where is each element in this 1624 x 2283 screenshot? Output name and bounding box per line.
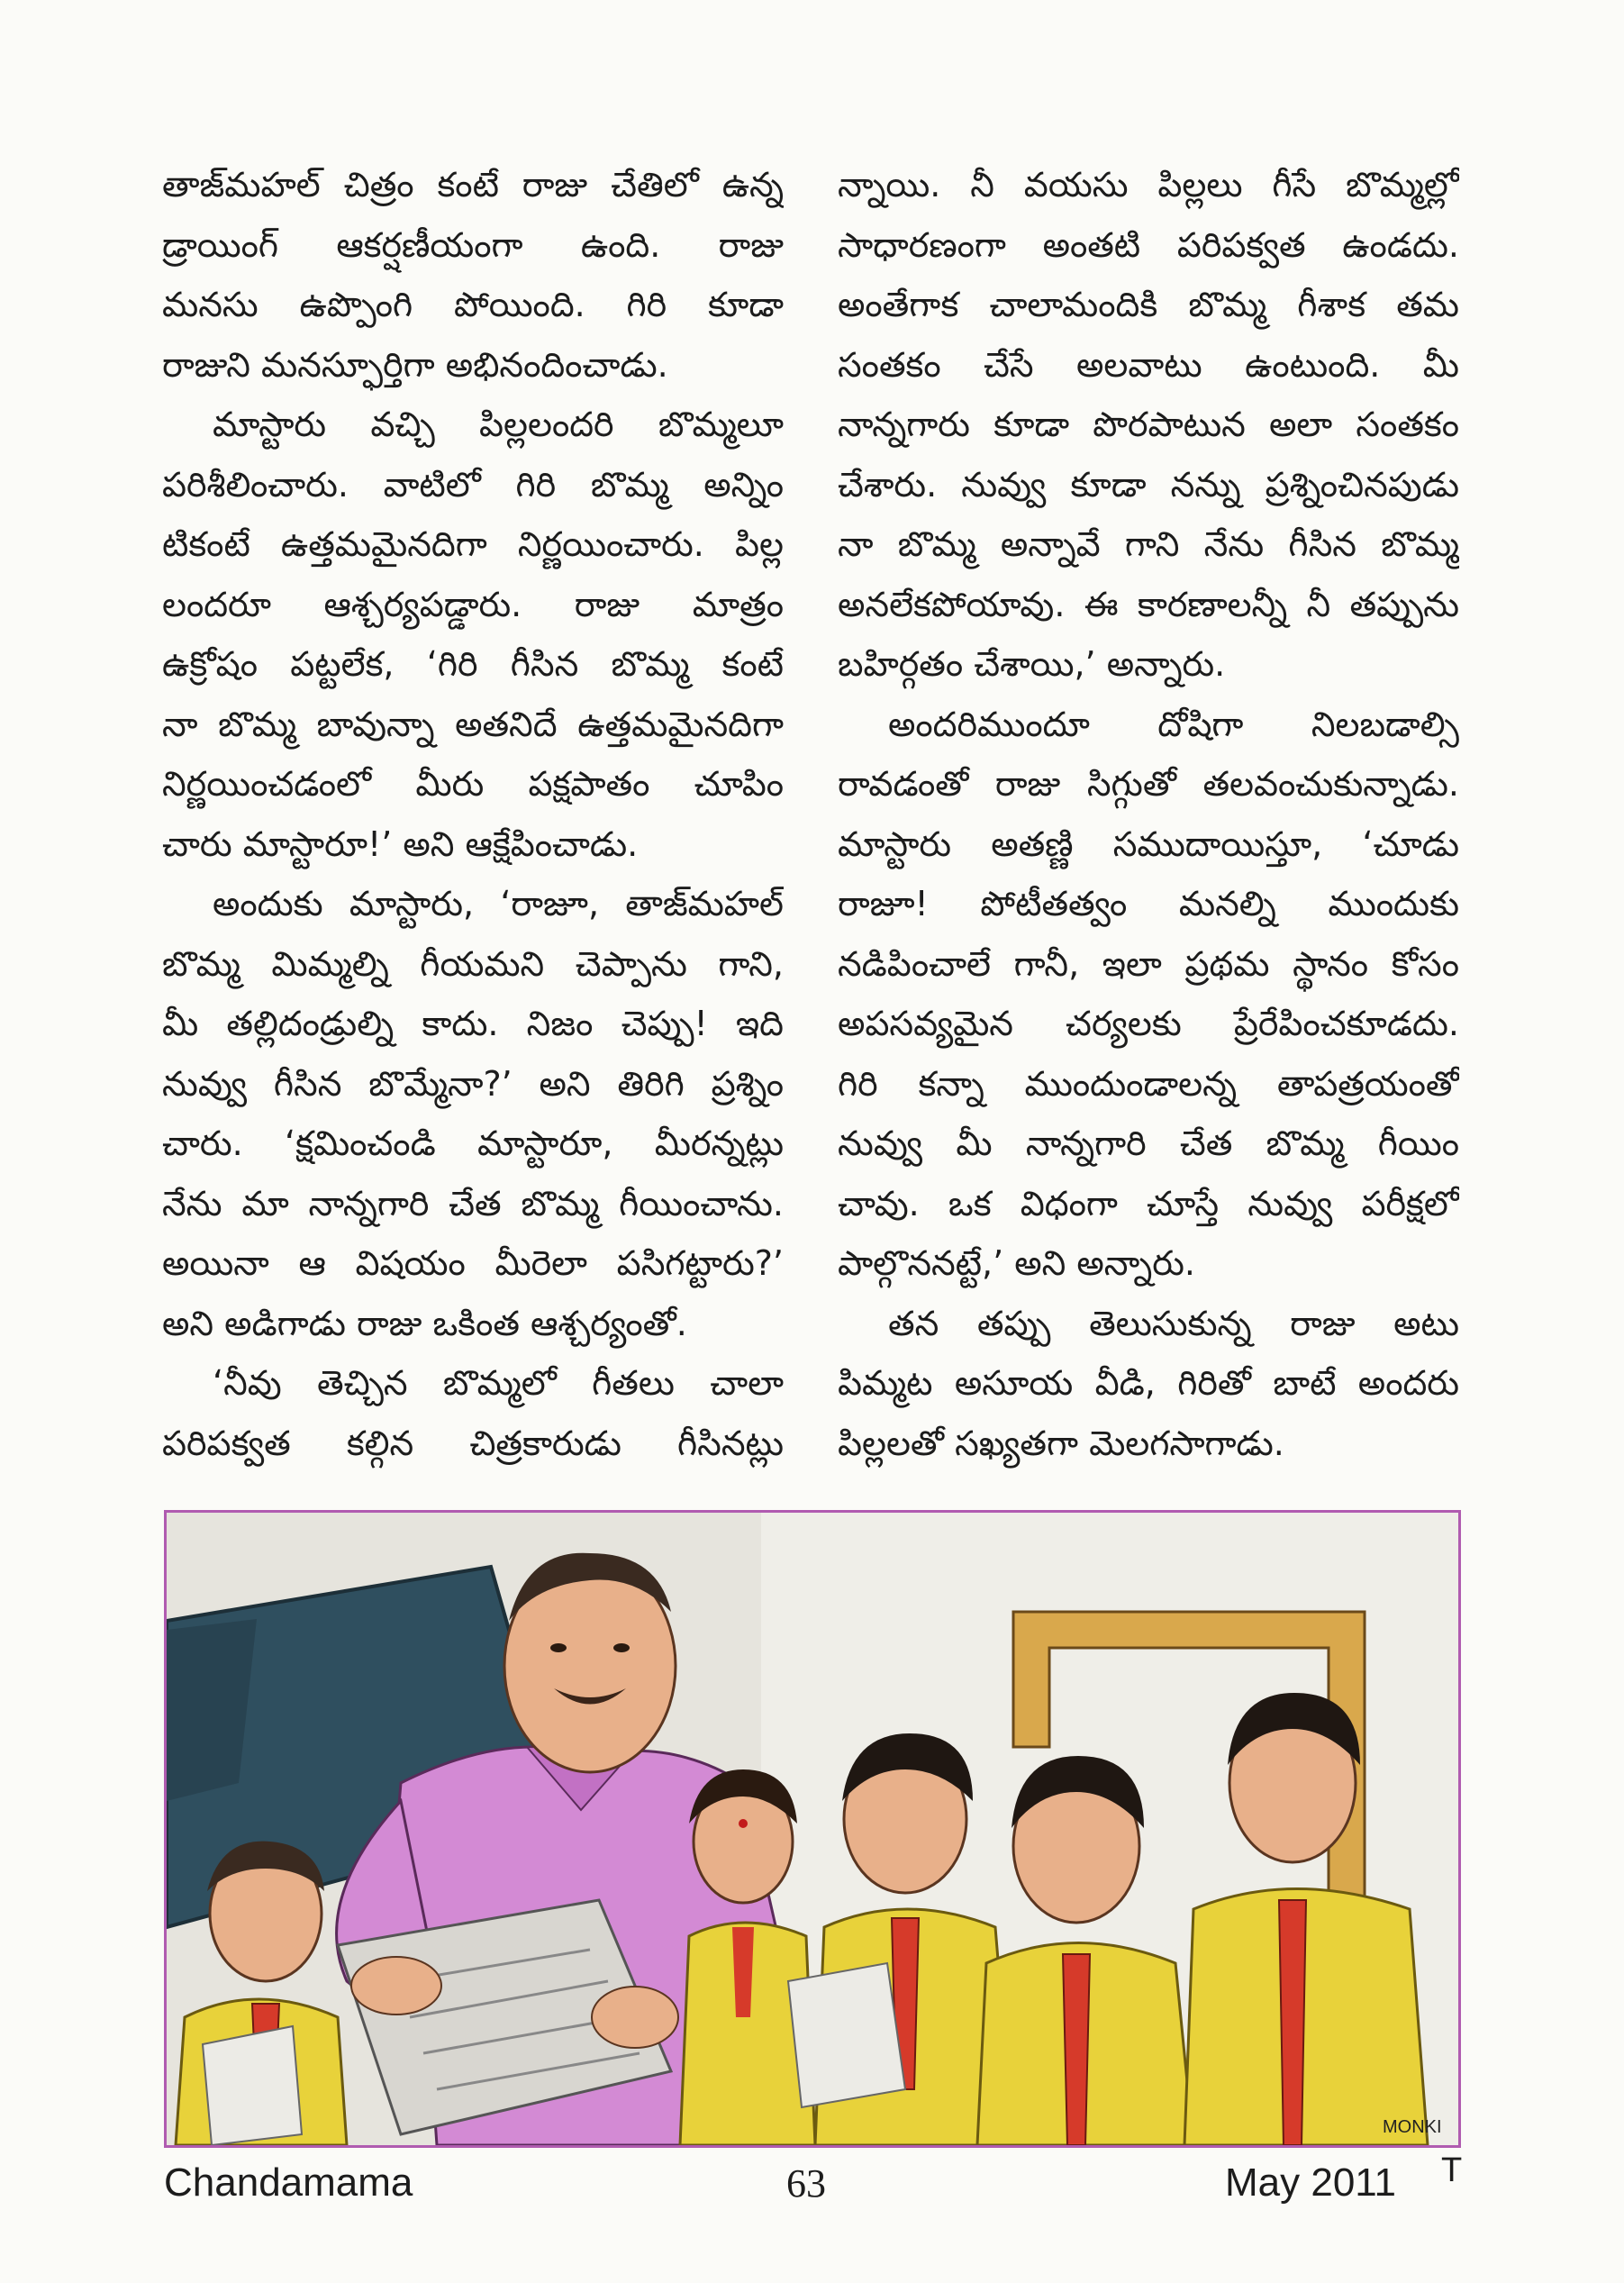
text-line: నువ్వు గీసిన బొమ్మేనా?’ అని తిరిగి ప్రశ్నిం: [162, 1063, 784, 1104]
text-line: అందుకు మాస్టారు, ‘రాజూ, తాజ్‌మహల్: [213, 884, 784, 923]
text-line: నా బొమ్మ బావున్నా అతనిదే ఉత్తమమైనదిగా: [162, 704, 784, 744]
text-line: ‘నీవు తెచ్చిన బొమ్మలో గీతలు చాలా: [213, 1363, 784, 1403]
text-line: మనసు ఉప్పొంగి పోయింది. గిరి కూడా: [162, 285, 784, 324]
text-line: మీ తల్లిదండ్రుల్ని కాదు. నిజం చెప్పు! ఇది: [162, 1004, 784, 1043]
text-line: చేశారు. నువ్వు కూడా నన్ను ప్రశ్నించినపుడు: [838, 464, 1459, 505]
text-line: చారు. ‘క్షమించండి మాస్టారూ, మీరన్నట్లు: [162, 1123, 784, 1163]
text-line: నువ్వు మీ నాన్నగారి చేత బొమ్మ గీయిం: [838, 1123, 1459, 1163]
text-line: నిర్ణయించడంలో మీరు పక్షపాతం చూపిం: [162, 764, 784, 804]
text-line: బహిర్గతం చేశాయి,’ అన్నారు.: [838, 644, 1226, 684]
page-number: 63: [786, 2161, 826, 2206]
text-line: డ్రాయింగ్ ఆకర్షణీయంగా ఉంది. రాజు: [162, 224, 784, 265]
text-line: చావు. ఒక విధంగా చూస్తే నువ్వు పరీక్షలో: [838, 1183, 1459, 1223]
text-line: అందరిముందూ దోషిగా నిలబడాల్సి: [888, 704, 1459, 744]
text-line: సాధారణంగా అంతటి పరిపక్వత ఉండదు.: [838, 224, 1459, 265]
text-line: పిమ్మట అసూయ వీడి, గిరితో బాటే అందరు: [838, 1363, 1459, 1403]
text-line: రాజూ! పోటీతత్వం మనల్ని ముందుకు: [838, 884, 1459, 923]
edition-mark: T: [1441, 2151, 1463, 2189]
text-line: తాజ్‌మహల్ చిత్రం కంటే రాజు చేతిలో ఉన్న: [162, 165, 784, 205]
text-line: తన తప్పు తెలుసుకున్న రాజు అటు: [888, 1303, 1459, 1343]
text-line: న్నాయి. నీ వయసు పిల్లలు గీసే బొమ్మల్లో: [838, 165, 1459, 205]
text-line: సంతకం చేసే అలవాటు ఉంటుంది. మీ: [838, 344, 1459, 385]
text-line: రాజుని మనస్ఫూర్తిగా అభినందించాడు.: [162, 344, 668, 385]
text-line: చారు మాస్టారూ!’ అని ఆక్షేపించాడు.: [162, 823, 639, 864]
text-line: లందరూ ఆశ్చర్యపడ్డారు. రాజు మాత్రం: [162, 584, 784, 624]
text-line: నా బొమ్మ అన్నావే గాని నేను గీసిన బొమ్మ: [838, 524, 1459, 564]
text-line: అయినా ఆ విషయం మీరెలా పసిగట్టారు?’: [162, 1243, 784, 1283]
left-text-column: [162, 155, 784, 1473]
text-line: పరిశీలించారు. వాటిలో గిరి బొమ్మ అన్నిం: [162, 464, 784, 505]
text-line: అని అడిగాడు రాజు ఒకింత ఆశ్చర్యంతో.: [162, 1303, 687, 1343]
text-line: గిరి కన్నా ముందుండాలన్న తాపత్రయంతో: [838, 1063, 1459, 1104]
text-line: టికంటే ఉత్తమమైనదిగా నిర్ణయించారు. పిల్ల: [162, 524, 784, 564]
magazine-name: Chandamama: [164, 2160, 413, 2205]
text-line: నాన్నగారు కూడా పొరపాటున అలా సంతకం: [838, 405, 1459, 444]
text-line: పరిపక్వత కల్గిన చిత్రకారుడు గీసినట్లు: [162, 1423, 784, 1463]
text-line: మాస్టారు అతణ్ణి సముదాయిస్తూ, ‘చూడు: [838, 823, 1459, 864]
text-line: అంతేగాక చాలామందికి బొమ్మ గీశాక తమ: [838, 285, 1459, 324]
text-line: అనలేకపోయావు. ఈ కారణాలన్నీ నీ తప్పును: [838, 584, 1459, 624]
text-line: ఉక్రోషం పట్టలేక, ‘గిరి గీసిన బొమ్మ కంటే: [162, 644, 784, 684]
story-illustration: [164, 1510, 1461, 2148]
text-line: నేను మా నాన్నగారి చేత బొమ్మ గీయించాను.: [162, 1183, 784, 1223]
text-line: మాస్టారు వచ్చి పిల్లలందరి బొమ్మలూ: [213, 405, 784, 444]
text-line: రావడంతో రాజు సిగ్గుతో తలవంచుకున్నాడు.: [838, 764, 1459, 804]
text-line: నడిపించాలే గానీ, ఇలా ప్రథమ స్థానం కోసం: [838, 943, 1459, 984]
text-line: అపసవ్యమైన చర్యలకు ప్రేరేపించకూడదు.: [838, 1004, 1459, 1043]
text-line: పాల్గొననట్టే,’ అని అన్నారు.: [838, 1243, 1195, 1283]
text-line: బొమ్మ మిమ్మల్ని గీయమని చెప్పాను గాని,: [162, 943, 784, 984]
artist-signature: MONKI: [1383, 2117, 1442, 2137]
right-text-column: [838, 155, 1459, 1473]
text-line: పిల్లలతో సఖ్యతగా మెలగసాగాడు.: [838, 1423, 1284, 1463]
issue-date: May 2011: [1225, 2160, 1396, 2205]
